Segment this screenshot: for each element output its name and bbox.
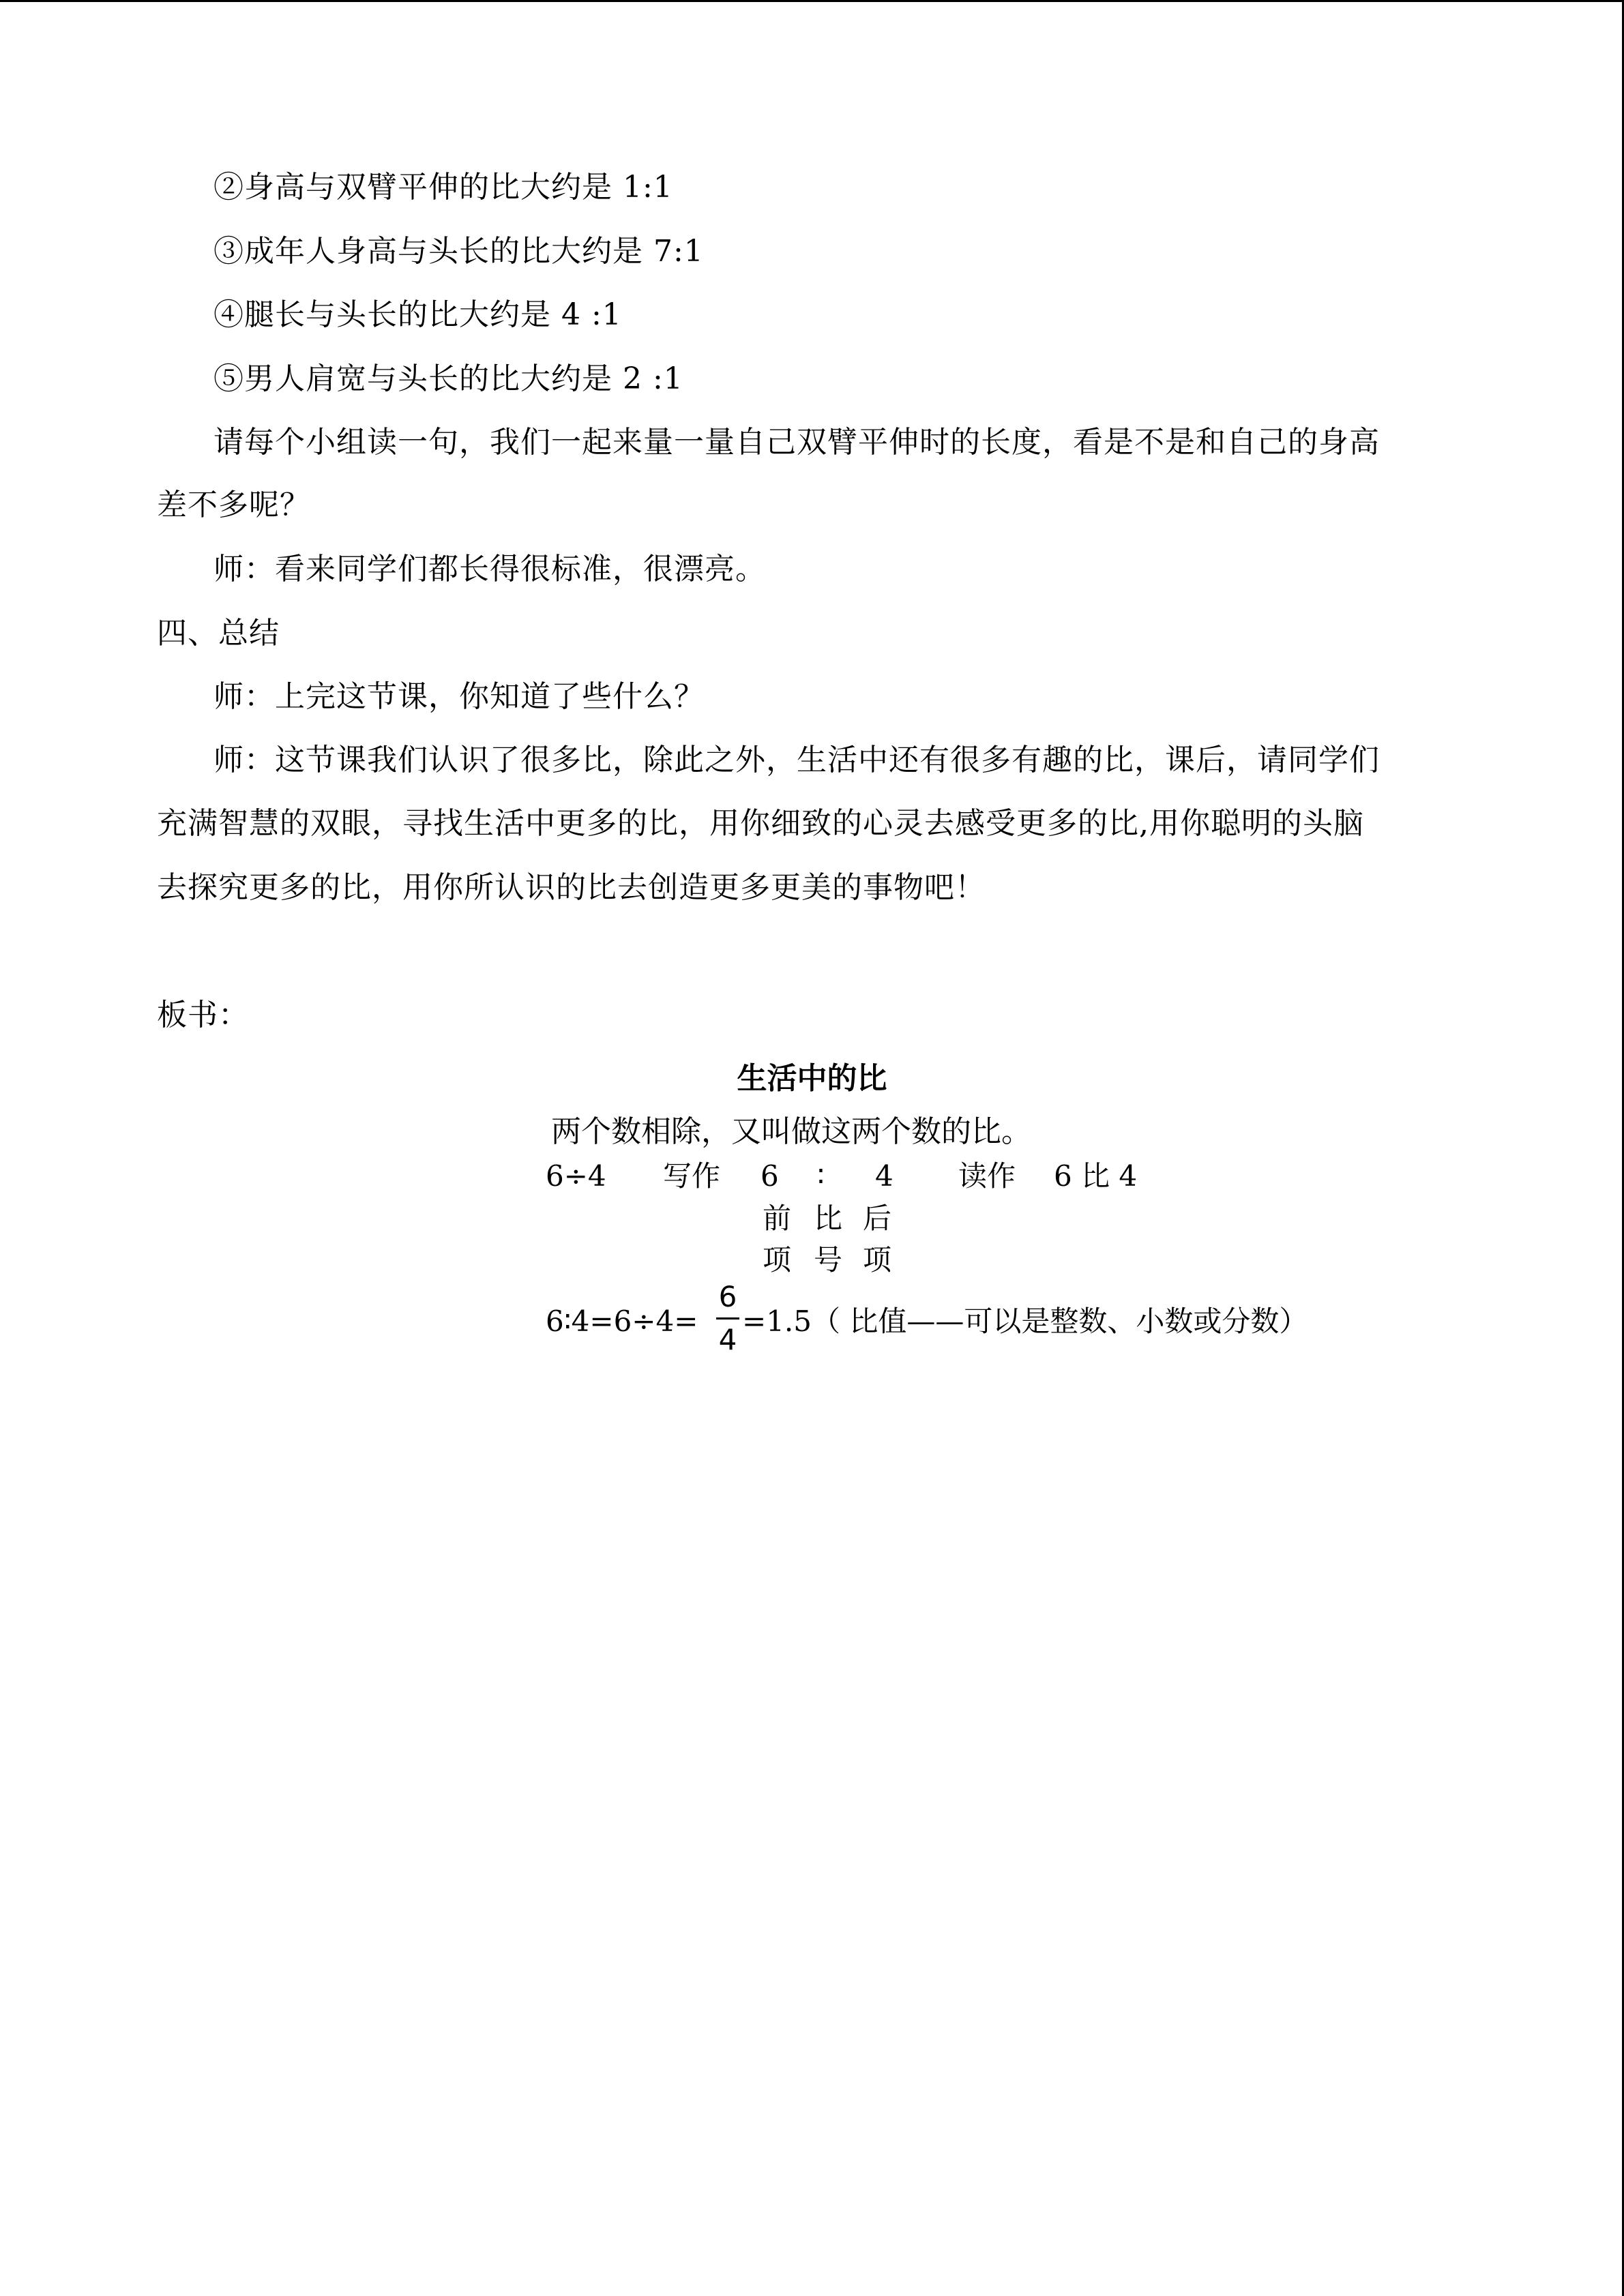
fraction-numerator: 6 (718, 1280, 737, 1313)
paragraph-teacher-closing-cont-2: 去探究更多的比，用你所认识的比去创造更多更美的事物吧！ (157, 870, 986, 905)
blackboard-division: 6÷4 (546, 1159, 606, 1193)
blackboard-read-value: 6 比 4 (1054, 1159, 1138, 1193)
blackboard-term-sign: 比 (814, 1202, 843, 1235)
paragraph-teacher-question: 师：上完这节课，你知道了些什么？ (213, 679, 705, 714)
blackboard-term-back-2: 项 (863, 1243, 892, 1277)
blackboard-definition: 两个数相除，又叫做这两个数的比。 (551, 1114, 1031, 1149)
blackboard-ratio-colon: ∶ (817, 1159, 825, 1193)
blackboard-term-back: 后 (863, 1202, 892, 1235)
page-top-border (0, 0, 1624, 2)
blackboard-title: 生活中的比 (737, 1061, 887, 1096)
paragraph-teacher-closing-cont-1: 充满智慧的双眼，寻找生活中更多的比，用你细致的心灵去感受更多的比,用你聪明的头脑 (157, 806, 1364, 841)
paragraph-ratio-shoulder: ⑤男人肩宽与头长的比大约是 2 :1 (213, 361, 683, 396)
blackboard-read-label: 读作 (958, 1159, 1016, 1193)
blackboard-equation-right: =1.5（ 比值——可以是整数、小数或分数） (742, 1304, 1308, 1338)
paragraph-teacher-closing: 师：这节课我们认识了很多比，除此之外，生活中还有很多有趣的比，课后，请同学们 (213, 743, 1380, 777)
blackboard-term-sign-2: 号 (814, 1243, 843, 1277)
blackboard-term-front-2: 项 (763, 1243, 792, 1277)
paragraph-ratio-leg: ④腿长与头长的比大约是 4 :1 (213, 297, 622, 332)
fraction-denominator: 4 (718, 1323, 737, 1356)
fraction-bar (716, 1317, 739, 1320)
paragraph-group-reading: 请每个小组读一句，我们一起来量一量自己双臂平伸时的长度，看是不是和自己的身高 (213, 425, 1380, 460)
blackboard-label: 板书： (157, 998, 249, 1032)
blackboard-write-label: 写作 (663, 1159, 721, 1193)
blackboard-fraction (716, 1281, 739, 1356)
blackboard-equation-left: 6∶4=6÷4= (546, 1304, 698, 1338)
paragraph-teacher-remark: 师：看来同学们都长得很标准，很漂亮。 (213, 552, 766, 586)
section-heading-summary: 四、总结 (157, 616, 280, 651)
blackboard-ratio-back: 4 (875, 1159, 894, 1193)
paragraph-ratio-arm-span: ②身高与双臂平伸的比大约是 1:1 (213, 170, 673, 205)
paragraph-ratio-adult-height: ③成年人身高与头长的比大约是 7:1 (213, 234, 704, 269)
blackboard-term-front: 前 (763, 1202, 792, 1235)
paragraph-group-reading-cont: 差不多呢？ (157, 488, 310, 522)
blackboard-ratio-front: 6 (761, 1159, 779, 1193)
